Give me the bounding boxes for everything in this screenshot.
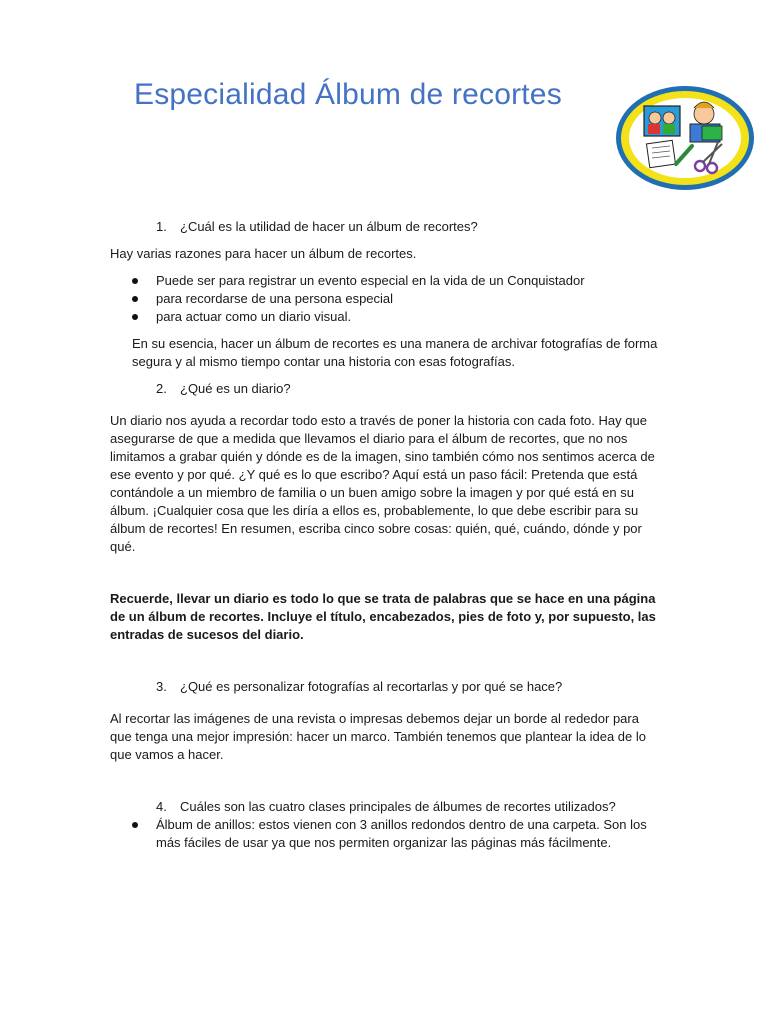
bullet-icon	[132, 278, 138, 284]
question-2: 2. ¿Qué es un diario?	[156, 381, 291, 396]
document-body	[110, 218, 658, 852]
scrapbook-badge-icon	[614, 84, 756, 192]
bullet-icon	[132, 296, 138, 302]
reasons-list	[110, 272, 658, 326]
bullet-icon	[132, 314, 138, 320]
question-3: 3. ¿Qué es personalizar fotografías al recortarlas y por qué se hace?	[156, 679, 563, 694]
paragraph-cropping: Al recortar las imágenes de una revista o impresas debemos dejar un borde al rededor para que tenga una mejor impresión: hacer un marco. También tenemos que plantear la idea de lo que vamos a hacer.	[110, 711, 646, 762]
list-item: Álbum de anillos: estos vienen con 3 anillos redondos dentro de una carpeta. Son los más fáciles de usar ya que nos permiten organizar las páginas más fácilmente.	[110, 816, 658, 852]
paragraph-reasons: Hay varias razones para hacer un álbum de recortes.	[110, 246, 417, 261]
question-4: 4. Cuáles son las cuatro clases principales de álbumes de recortes utilizados?	[156, 799, 616, 814]
bullet-icon	[132, 822, 138, 828]
paragraph-essence: En su esencia, hacer un álbum de recortes es una manera de archivar fotografías de forma segura y al mismo tiempo contar una historia con esas fotografías.	[132, 336, 658, 369]
list-item: para actuar como un diario visual.	[110, 308, 658, 326]
list-item: Puede ser para registrar un evento especial en la vida de un Conquistador	[110, 272, 658, 290]
paragraph-diary: Un diario nos ayuda a recordar todo esto a través de poner la historia con cada foto. Hay que asegurarse de que a medida que llevamos el diario para el álbum de recortes, que no nos limitamos a grabar quién y dónde es de la imagen, sino también cómo nos sentimos acerca de ese evento y por qué. ¿Y qué es lo que escribo? Aquí está un paso fácil: Pretenda que está contándole a un miembro de familia o un buen amigo sobre la imagen y por qué está en su álbum. ¡Cualquier cosa que les diría a ellos es, probablemente, lo que debe escribir para su álbum de recortes! En resumen, escriba cinco sobre cosas: quién, qué, cuándo, dónde y por qué.	[110, 413, 655, 554]
paragraph-remember: Recuerde, llevar un diario es todo lo que se trata de palabras que se hace en una página de un álbum de recortes. Incluye el título, encabezados, pies de foto y, por supuesto, las entradas de sucesos del diario.	[110, 591, 656, 642]
page-title: Especialidad Álbum de recortes	[134, 78, 562, 111]
question-1: 1. ¿Cuál es la utilidad de hacer un álbum de recortes?	[156, 219, 478, 234]
list-item: para recordarse de una persona especial	[110, 290, 658, 308]
